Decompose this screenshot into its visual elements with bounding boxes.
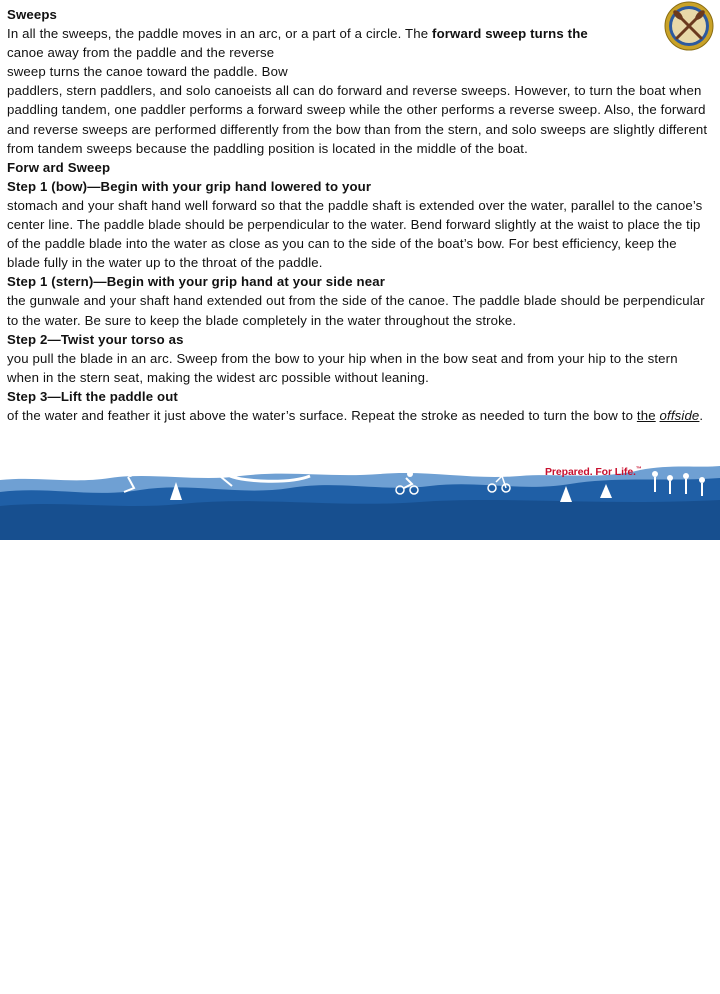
step2-text: you pull the blade in an arc. Sweep from the bow to your hip when in the bow seat and from your hip to the stern when in the stern seat, making the widest arc possible without leaning. (7, 350, 678, 385)
step3-text-b: the (636, 407, 656, 423)
intro-text-d: sweep turns the canoe toward the paddle. Bow (7, 64, 288, 80)
intro-text-a: In all the sweeps, the paddle moves in an arc, or a part of a circle. The (7, 26, 433, 42)
tagline-text: Prepared. For Life. (545, 466, 636, 478)
intro-text-c: canoe away from the paddle and the reverse (7, 45, 275, 61)
forward-sweep-heading: Forw ard Sweep (7, 159, 111, 175)
tagline (545, 466, 642, 478)
section-title: Sweeps (7, 7, 58, 22)
merit-badge-icon (664, 1, 714, 51)
intro-paragraph (7, 24, 713, 158)
step3-text-e: . (699, 407, 704, 423)
offside-term: offside (659, 407, 700, 423)
step3-heading: Step 3—Lift the paddle out (7, 388, 178, 404)
document-body (7, 5, 713, 425)
tagline-trademark: ™ (635, 466, 642, 473)
step1-bow-heading: Step 1 (bow)—Begin with your grip hand lowered to your (7, 178, 372, 194)
step1-bow-text: stomach and your shaft hand well forward so that the paddle shaft is extended over the water, parallel to the canoe’s center line. The paddle blade should be perpendicular to the water. Bend forward slightly at the waist to place the tip of the paddle blade into the water as close as you can to the side of the boat’s bow. For best efficiency, keep the blade fully in the water up to the throat of the paddle. (7, 197, 703, 271)
intro-text-e: paddlers, stern paddlers, and solo canoeists all can do forward and reverse sweeps. However, to turn the boat when paddling tandem, one paddler performs a forward sweep while the other performs a reverse sweep. Also, the forward and reverse sweeps are performed differently from the bow than from the stern, and solo sweeps are slightly different from tandem sweeps because the paddling position is located in the middle of the boat. (7, 83, 708, 156)
org-registered-mark: ® (190, 978, 196, 985)
step2-heading: Step 2—Twist your torso as (7, 331, 184, 347)
org-name-text: BOY SCOUTS OF AMERICA (34, 978, 191, 990)
intro-text-b: forward sweep turns the (432, 26, 588, 42)
step3-text-a: of the water and feather it just above the water’s surface. Repeat the stroke as needed to turn the bow to (7, 407, 637, 423)
bsa-logo (8, 974, 195, 994)
org-name (34, 978, 195, 990)
step3-text (7, 406, 713, 425)
step1-stern-text: the gunwale and your shaft hand extended out from the side of the canoe. The paddle blade should be perpendicular to the water. Be sure to keep the blade completely in the water throughout the stroke. (7, 293, 705, 328)
bsa-fleur-de-lis-icon (8, 974, 28, 994)
step1-stern-heading: Step 1 (stern)—Begin with your grip hand at your side near (7, 274, 386, 290)
